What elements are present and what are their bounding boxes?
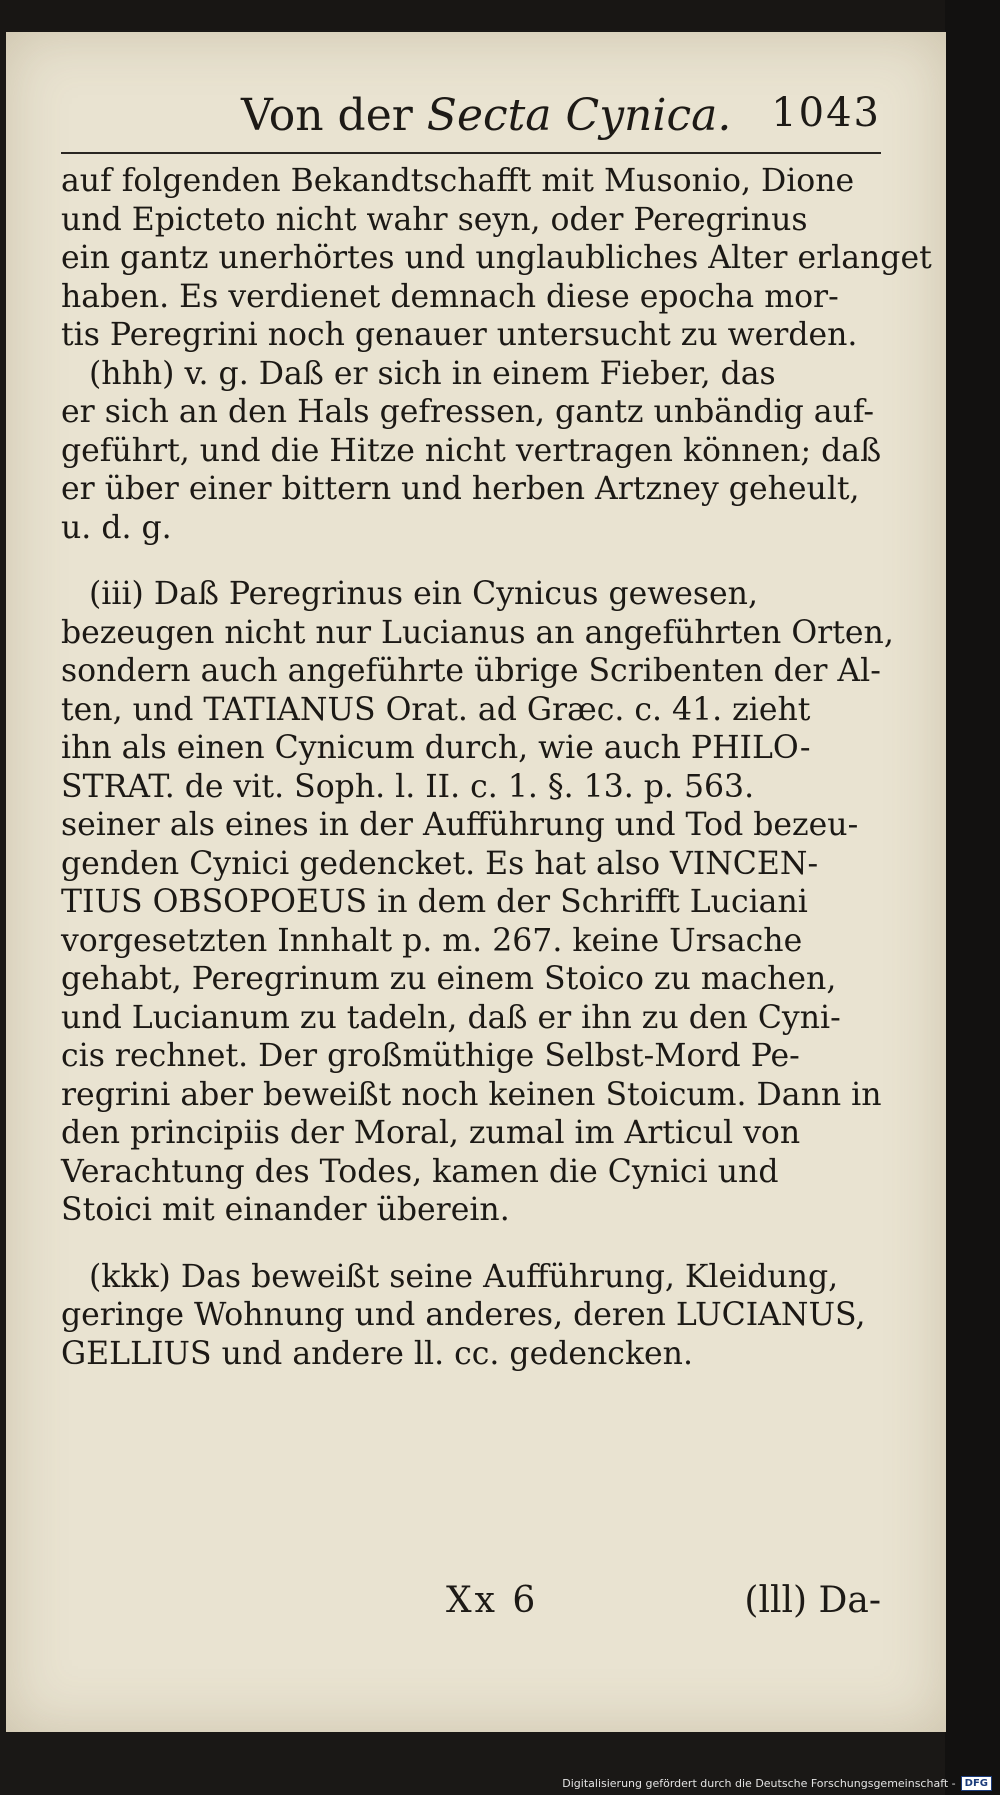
text-line: geführt, und die Hitze nicht vertragen können; daß <box>61 432 882 469</box>
page-content <box>61 82 932 1621</box>
text-line: ten, und TATIANUS Orat. ad Græc. c. 41. zieht <box>61 691 811 728</box>
text-line: und Lucianum zu tadeln, daß er ihn zu den Cyni- <box>61 999 841 1036</box>
text-line: sondern auch angeführte übrige Scribenten der Al- <box>61 653 881 689</box>
text-line: den principiis der Moral, zumal im Articul von <box>61 1115 801 1151</box>
dfg-logo: DFG <box>961 1776 992 1791</box>
text-line: geringe Wohnung und anderes, deren LUCIANUS, <box>61 1297 866 1333</box>
text-line: und Epicteto nicht wahr seyn, oder Peregrinus <box>61 201 808 238</box>
text-line: vorgesetzten Innhalt p. m. 267. keine Ursache <box>61 922 803 959</box>
page-number: 1043 <box>771 90 881 136</box>
text-line: gehabt, Peregrinum zu einem Stoico zu machen, <box>61 961 837 997</box>
footnote-iii <box>61 575 894 1230</box>
credit-text: Digitalisierung gefördert durch die Deutsche Forschungsgemeinschaft - <box>562 1777 956 1790</box>
paragraph-gap <box>61 1230 881 1258</box>
running-head-latin: Secta Cynica. <box>426 90 732 141</box>
text-line: STRAT. de vit. Soph. l. II. c. 1. §. 13. p. 563. <box>61 768 755 805</box>
text-line: bezeugen nicht nur Lucianus an angeführten Orten, <box>61 614 894 651</box>
text-line: genden Cynici gedencket. Es hat also VINCEN- <box>61 845 819 882</box>
paragraph-continuation <box>61 162 932 355</box>
text-line: TIUS OBSOPOEUS in dem der Schrifft Luciani <box>61 884 808 920</box>
body-text <box>61 162 932 1373</box>
text-line: auf folgenden Bekandtschafft mit Musonio, Dione <box>61 163 855 199</box>
page-header <box>61 82 881 154</box>
running-head-german: Von der <box>241 90 413 141</box>
signature-mark: Xx 6 <box>446 1580 539 1621</box>
text-line: seiner als eines in der Aufführung und Tod bezeu- <box>61 807 859 843</box>
page-footer <box>61 1580 881 1630</box>
footnote-hhh <box>61 355 881 548</box>
text-line: er sich an den Hals gefressen, gantz unbändig auf- <box>61 394 875 430</box>
text-line: er über einer bittern und herben Artzney geheult, <box>61 471 860 507</box>
text-line: (kkk) Das beweißt seine Aufführung, Kleidung, <box>89 1258 839 1295</box>
text-line: ihn als einen Cynicum durch, wie auch PHILO- <box>61 730 811 766</box>
text-line: cis rechnet. Der großmüthige Selbst-Mord Pe- <box>61 1038 800 1074</box>
text-line: Stoici mit einander überein. <box>61 1192 510 1228</box>
text-line: tis Peregrini noch genauer untersucht zu werden. <box>61 317 858 353</box>
text-line: haben. Es verdienet demnach diese epocha mor- <box>61 278 839 315</box>
scan-background-right <box>945 0 1000 1795</box>
text-line: u. d. g. <box>61 509 172 546</box>
text-line: regrini aber beweißt noch keinen Stoicum. Dann in <box>61 1076 882 1113</box>
paragraph-gap <box>61 547 881 575</box>
text-line: (hhh) v. g. Daß er sich in einem Fieber, das <box>89 355 776 392</box>
book-page <box>6 32 946 1732</box>
text-line: ein gantz unerhörtes und unglaubliches Alter erlanget <box>61 240 932 276</box>
text-line: Verachtung des Todes, kamen die Cynici und <box>61 1153 779 1190</box>
digitization-credit <box>562 1776 992 1791</box>
text-line: (iii) Daß Peregrinus ein Cynicus gewesen, <box>89 576 758 612</box>
text-line: GELLIUS und andere ll. cc. gedencken. <box>61 1335 693 1372</box>
footnote-kkk <box>61 1258 881 1374</box>
catchword: (lll) Da- <box>744 1580 881 1621</box>
running-head <box>241 90 731 141</box>
scan-background-top <box>0 0 1000 30</box>
